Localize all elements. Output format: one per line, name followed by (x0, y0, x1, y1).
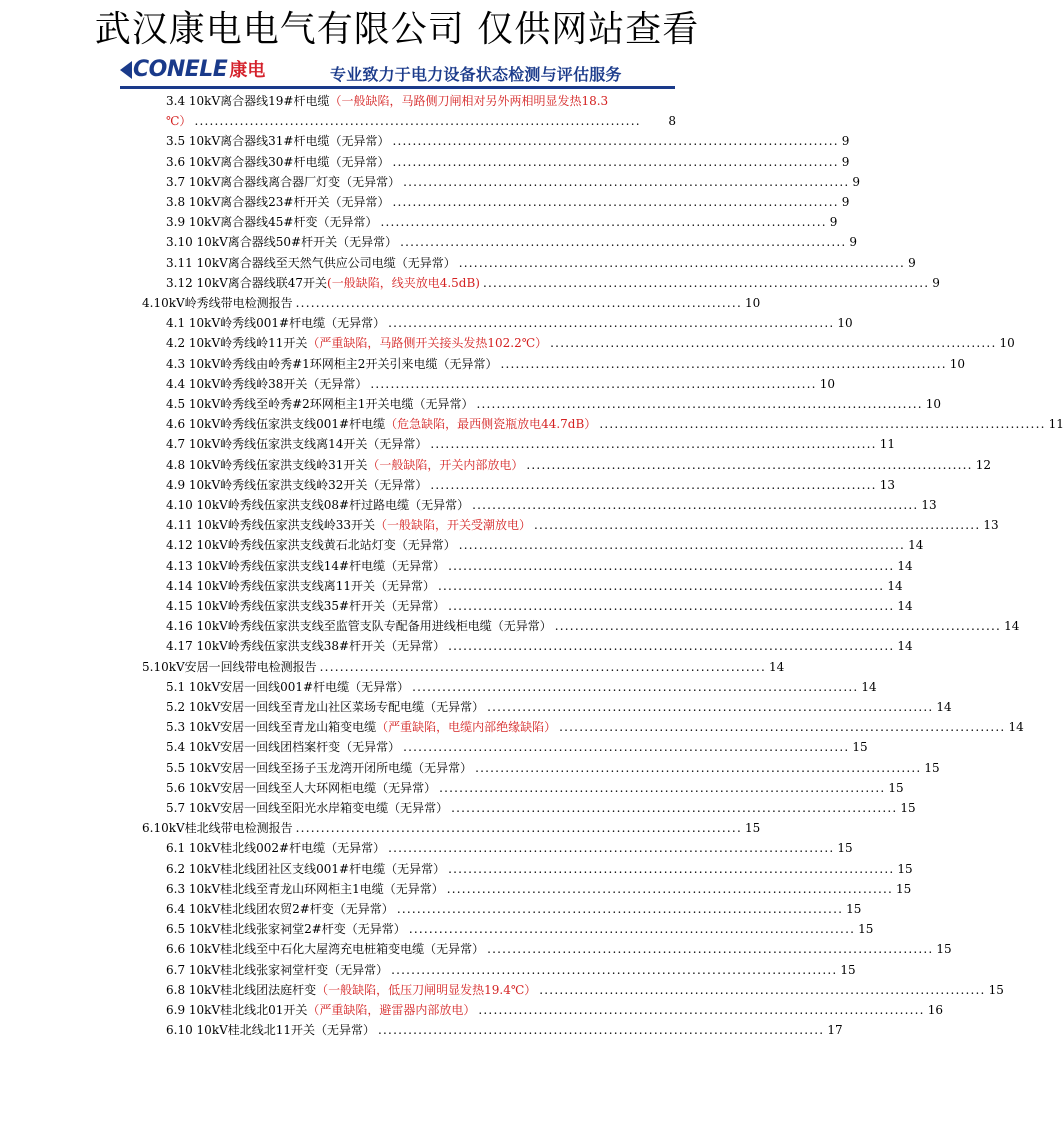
toc-entry[interactable] (166, 737, 868, 757)
toc-leader-dots: ......................................................................................... (430, 477, 877, 492)
toc-leader-dots: ......................................................................................... (476, 397, 923, 411)
toc-entry-page: 11 (1048, 417, 1064, 432)
toc-entry-number: 5. (142, 659, 154, 674)
toc-entry-page: 12 (975, 457, 991, 472)
toc-entry[interactable] (166, 576, 903, 596)
toc-entry-title: 10kV岭秀线岭11开关 (188, 336, 308, 351)
toc-entry[interactable] (166, 354, 966, 374)
toc-leader-dots: ......................................................................................... (388, 841, 835, 856)
toc-entry-defect-note: （一般缺陷，马路侧刀闸相对另外两相明显发热18.3 (329, 94, 609, 108)
toc-entry-title: 10kV离合器线50#杆开关（无异常） (196, 235, 398, 250)
toc-entry[interactable] (166, 192, 850, 212)
toc-entry[interactable] (166, 1020, 843, 1040)
toc-entry-title: 10kV岭秀线伍家洪支线岭32开关（无异常） (188, 477, 428, 492)
header-slogan: 专业致力于电力设备状态检测与评估服务 (330, 65, 622, 84)
toc-entry-number: 4.9 (166, 477, 189, 492)
toc-entry-number: 6.5 (166, 922, 189, 937)
toc-entry-number: 3.9 (166, 215, 189, 230)
toc-leader-dots: ......................................................................................... (451, 801, 898, 815)
toc-entry-title: 10kV离合器线31#杆电缆（无异常） (188, 134, 390, 149)
toc-entry-title: 10kV离合器线19#杆电缆 (188, 94, 330, 108)
toc-entry-page: 15 (988, 982, 1004, 997)
toc-entry[interactable] (166, 899, 862, 919)
toc-entry-number: 4. (142, 296, 154, 310)
toc-leader-dots: ......................................................................................... (478, 1003, 925, 1017)
toc-entry-number: 4.11 (166, 518, 197, 533)
toc-leader-dots: ......................................................................................... (388, 316, 835, 331)
logo-cjk-text: 康电 (229, 60, 266, 81)
toc-entry-defect-note-cont: ℃） (166, 114, 192, 129)
toc-entry-title: 10kV桂北线团社区支线001#杆电缆（无异常） (188, 861, 446, 876)
toc-entry-title: 10kV岭秀线伍家洪支线岭33开关 (196, 518, 376, 533)
toc-entry-page: 14 (1008, 720, 1024, 735)
toc-entry[interactable] (166, 859, 913, 879)
toc-entry-defect-note: （一般缺陷，开关受潮放电） (375, 518, 532, 533)
toc-entry[interactable] (166, 535, 924, 555)
toc-entry-defect-note: （危急缺陷，最西侧瓷瓶放电44.7dB） (385, 417, 597, 432)
toc-entry-title: 10kV桂北线北01开关 (188, 1003, 308, 1017)
toc-entry-defect-note: （严重缺陷，避雷器内部放电） (307, 1003, 476, 1017)
toc-leader-dots: ......................................................................................... (430, 437, 877, 452)
toc-entry-number: 3.5 (166, 134, 189, 149)
toc-leader-dots: ......................................................................................... (458, 538, 906, 553)
toc-entry-page: 13 (879, 477, 895, 492)
toc-entry-title: 10kV岭秀线至岭秀#2环网柜主1开关电缆（无异常） (188, 397, 474, 411)
toc-entry-number: 5.1 (166, 679, 189, 694)
toc-entry-title: 10kV安居一回线带电检测报告 (153, 659, 317, 674)
toc-entry-number: 6.6 (166, 942, 189, 957)
toc-entry[interactable] (166, 91, 676, 111)
toc-entry-number: 3.7 (166, 174, 189, 189)
toc-entry-title: 10kV岭秀线伍家洪支线35#杆开关（无异常） (196, 599, 446, 613)
toc-entry-number: 4.3 (166, 356, 189, 371)
toc-entry-page: 15 (896, 881, 912, 896)
toc-entry-title: 10kV安居一回线至青龙山箱变电缆 (188, 720, 377, 735)
toc-entry-number: 6.1 (166, 841, 189, 856)
toc-entry-page: 13 (983, 518, 999, 533)
toc-entry-number: 4.6 (166, 417, 189, 432)
toc-entry[interactable] (166, 778, 904, 798)
toc-entry-number: 5.3 (166, 720, 189, 735)
toc-entry-number: 4.4 (166, 376, 189, 391)
toc-entry[interactable] (166, 253, 916, 273)
toc-leader-dots: ......................................................................................... (392, 134, 839, 149)
toc-leader-dots: ......................................................................................... (446, 881, 894, 896)
toc-entry-title: 10kV岭秀线伍家洪支线至监管支队专配备用进线柜电缆（无异常） (196, 619, 552, 634)
toc-entry-number: 3.10 (166, 235, 197, 250)
toc-leader-dots: ......................................................................................... (448, 639, 895, 654)
toc-leader-dots: ......................................................................................... (448, 861, 895, 876)
toc-entry-number: 4.13 (166, 558, 197, 573)
toc-entry-number: 3.12 (166, 275, 197, 290)
toc-entry-number: 4.2 (166, 336, 189, 351)
toc-entry-title: 10kV桂北线北11开关（无异常） (196, 1023, 376, 1038)
toc-entry[interactable] (166, 313, 853, 333)
toc-entry-title: 10kV桂北线团法庭杆变 (188, 982, 317, 997)
toc-entry[interactable] (166, 131, 850, 151)
toc-entry-number: 5.2 (166, 700, 189, 714)
toc-entry-title: 10kV桂北线至青龙山环网柜主1电缆（无异常） (188, 881, 444, 896)
toc-leader-dots: ......................................................................................... (438, 578, 885, 593)
toc-entry[interactable] (166, 879, 912, 899)
toc-entry-page: 15 (924, 760, 940, 775)
toc-entry-title: 10kV桂北线002#杆电缆（无异常） (188, 841, 386, 856)
toc-entry[interactable] (166, 596, 913, 616)
toc-entry-page: 15 (840, 962, 856, 977)
toc-entry-page: 10 (949, 356, 966, 371)
toc-entry-number: 4.1 (166, 316, 189, 331)
toc-entry-page: 14 (768, 659, 785, 674)
toc-leader-dots: ......................................................................................... (475, 760, 922, 775)
toc-entry-number: 4.17 (166, 639, 197, 654)
toc-entry-page: 10 (837, 316, 853, 331)
toc-entry-number: 6.9 (166, 1003, 189, 1017)
toc-entry-title: 10kV桂北线带电检测报告 (153, 821, 293, 836)
toc-entry[interactable] (166, 475, 895, 495)
toc-entry-number: 5.7 (166, 801, 189, 815)
toc-leader-dots: ......................................................................................... (448, 558, 895, 573)
toc-entry-page: 10 (999, 336, 1015, 351)
toc-leader-dots: ......................................................................................... (403, 740, 850, 755)
toc-leader-dots: ......................................................................................... (458, 255, 906, 270)
toc-entry-number: 5.5 (166, 760, 189, 775)
toc-section[interactable] (142, 818, 761, 838)
toc-entry[interactable] (166, 758, 940, 778)
toc-entry[interactable] (166, 495, 937, 515)
toc-entry[interactable] (166, 515, 999, 535)
toc-leader-dots: ......................................................................................... (391, 962, 838, 977)
toc-entry-page: 15 (837, 841, 853, 856)
toc-leader-dots: ......................................................................................... (439, 780, 886, 795)
toc-entry[interactable] (166, 677, 877, 697)
toc-entry-page: 16 (927, 1003, 943, 1017)
toc-entry-title: 10kV离合器线30#杆电缆（无异常） (188, 154, 390, 169)
toc-entry-number: 4.15 (166, 599, 197, 613)
toc-entry[interactable] (166, 939, 952, 959)
toc-entry[interactable] (166, 616, 1020, 636)
toc-entry-number: 4.5 (166, 397, 189, 411)
toc-entry-title: 10kV桂北线至中石化大屋湾充电桩箱变电缆（无异常） (188, 942, 485, 957)
toc-entry-defect-note: （一般缺陷，低压刀闸明显发热19.4℃） (316, 982, 537, 997)
toc-leader-dots: ......................................................................................... (487, 700, 934, 714)
toc-entry-title: 10kV桂北线团农贸2#杆变（无异常） (188, 902, 394, 916)
toc-entry-title: 10kV安居一回线至扬子玉龙湾开闭所电缆（无异常） (188, 760, 473, 775)
toc-entry-number: 3.8 (166, 195, 189, 209)
toc-entry-number: 4.12 (166, 538, 197, 553)
toc-entry-defect-note: (一般缺陷，线夹放电4.5dB) (327, 275, 480, 290)
toc-entry-title: 10kV安居一回线至青龙山社区菜场专配电缆（无异常） (188, 700, 485, 714)
toc-entry[interactable] (166, 333, 1015, 353)
toc-entry-title: 10kV岭秀线带电检测报告 (153, 296, 293, 310)
toc-leader-dots: ......................................................................................... (380, 215, 827, 230)
toc-entry-page: 15 (936, 942, 952, 957)
toc-entry-page: 11 (879, 437, 895, 452)
toc-entry-page: 14 (897, 639, 913, 654)
toc-entry-title: 10kV岭秀线001#杆电缆（无异常） (188, 316, 386, 331)
toc-entry[interactable] (166, 394, 942, 414)
toc-entry-number: 6.7 (166, 962, 189, 977)
toc-entry-page: 14 (1004, 619, 1020, 634)
toc-entry-page: 14 (897, 599, 913, 613)
toc-entry-page: 9 (829, 215, 838, 230)
toc-entry-title: 10kV离合器线离合器厂灯变（无异常） (188, 174, 401, 189)
toc-leader-dots: ......................................................................................... (194, 114, 641, 129)
toc-entry[interactable] (166, 273, 940, 293)
toc-leader-dots: ......................................................................................... (378, 1023, 825, 1038)
toc-entry[interactable] (166, 798, 916, 818)
toc-entry[interactable] (166, 152, 850, 172)
toc-entry-number: 4.14 (166, 578, 197, 593)
toc-entry-page: 17 (827, 1023, 843, 1038)
toc-entry-title: 10kV岭秀线伍家洪支线38#杆开关（无异常） (196, 639, 446, 654)
toc-entry-page: 14 (936, 700, 952, 714)
toc-entry-title: 10kV离合器线23#杆开关（无异常） (188, 195, 390, 209)
toc-entry-title: 10kV安居一回线团档案杆变（无异常） (188, 740, 401, 755)
toc-entry-title: 10kV岭秀线伍家洪支线黄石北站灯变（无异常） (196, 538, 456, 553)
toc-entry[interactable] (166, 414, 1064, 434)
toc-entry-page: 15 (744, 821, 761, 836)
toc-leader-dots: ......................................................................................... (448, 599, 895, 613)
toc-entry[interactable] (166, 172, 861, 192)
toc-entry-page: 14 (861, 679, 877, 694)
toc-entry-number: 6.2 (166, 861, 189, 876)
toc-leader-dots: ......................................................................................... (482, 275, 930, 290)
toc-section[interactable] (142, 657, 785, 677)
toc-leader-dots: ......................................................................................... (559, 720, 1006, 735)
toc-entry-number: 3.11 (166, 255, 197, 270)
toc-entry-page: 10 (925, 397, 942, 411)
toc-entry-number: 6.3 (166, 881, 189, 896)
toc-entry-title: 10kV安居一回线至阳光水岸箱变电缆（无异常） (188, 801, 449, 815)
toc-entry-number: 5.4 (166, 740, 189, 755)
toc-entry-page: 9 (908, 255, 916, 270)
toc-entry-number: 4.10 (166, 498, 197, 512)
toc-leader-dots: ......................................................................................... (392, 154, 839, 169)
toc-entry-page: 10 (819, 376, 835, 391)
toc-leader-dots: ......................................................................................... (295, 296, 742, 310)
toc-entry-title: 10kV离合器线至天然气供应公司电缆（无异常） (196, 255, 456, 270)
toc-entry-page: 9 (841, 154, 850, 169)
toc-entry-title: 10kV桂北线张家祠堂2#杆变（无异常） (188, 922, 406, 937)
toc-entry-defect-note: （严重缺陷，电缆内部绝缘缺陷） (376, 720, 557, 735)
toc-leader-dots: ......................................................................................... (539, 982, 986, 997)
toc-entry-page: 9 (849, 235, 858, 250)
toc-leader-dots: ......................................................................................... (295, 821, 742, 836)
toc-leader-dots: ......................................................................................... (400, 235, 847, 250)
toc-entry-page: 9 (852, 174, 861, 189)
toc-leader-dots: ......................................................................................... (392, 195, 839, 209)
toc-entry[interactable] (166, 960, 856, 980)
toc-entry-title: 10kV岭秀线伍家洪支线离14开关（无异常） (188, 437, 428, 452)
toc-entry-title: 10kV离合器线联47开关 (196, 275, 328, 290)
page-header (0, 54, 794, 88)
toc-leader-dots: ......................................................................................... (319, 659, 766, 674)
toc-entry-title: 10kV岭秀线岭38开关（无异常） (188, 376, 368, 391)
toc-leader-dots: ......................................................................................... (554, 619, 1002, 634)
toc-entry[interactable] (166, 980, 1004, 1000)
toc-entry-number: 3.4 (166, 94, 189, 108)
toc-leader-dots: ......................................................................................... (472, 498, 919, 512)
toc-entry-number: 3.6 (166, 154, 189, 169)
toc-leader-dots: ......................................................................................... (500, 356, 947, 371)
toc-entry-page: 13 (921, 498, 937, 512)
toc-entry-number: 6.10 (166, 1023, 197, 1038)
toc-entry-page: 15 (888, 780, 904, 795)
toc-entry[interactable] (166, 455, 991, 475)
toc-entry-number: 6.4 (166, 902, 189, 916)
toc-leader-dots: ......................................................................................... (403, 174, 850, 189)
toc-entry-number: 6. (142, 821, 154, 836)
toc-leader-dots: ......................................................................................... (370, 376, 817, 391)
toc-entry-number: 4.16 (166, 619, 197, 634)
toc-entry[interactable] (166, 636, 913, 656)
toc-entry-page: 14 (887, 578, 903, 593)
watermark-text: 武汉康电电气有限公司 仅供网站查看 (94, 9, 700, 50)
toc-entry-title: 10kV岭秀线由岭秀#1环网柜主2开关引来电缆（无异常） (188, 356, 498, 371)
toc-entry-title: 10kV安居一回线至人大环网柜电缆（无异常） (188, 780, 437, 795)
toc-entry-page: 9 (841, 195, 850, 209)
toc-leader-dots: ......................................................................................... (550, 336, 997, 351)
toc-entry-page: 10 (744, 296, 761, 310)
toc-entry-page: 9 (932, 275, 940, 290)
toc-entry-page: 15 (852, 740, 868, 755)
toc-leader-dots: ......................................................................................... (487, 942, 934, 957)
toc-entry[interactable] (166, 212, 838, 232)
toc-entry[interactable] (166, 1000, 943, 1020)
toc-entry-page: 15 (900, 801, 916, 815)
toc-entry-title: 10kV安居一回线001#杆电缆（无异常） (188, 679, 410, 694)
toc-entry-page: 14 (908, 538, 924, 553)
toc-entry[interactable] (166, 556, 913, 576)
toc-entry-defect-note: （严重缺陷，马路侧开关接头发热102.2℃） (307, 336, 548, 351)
toc-entry[interactable] (166, 838, 853, 858)
toc-entry-title: 10kV岭秀线伍家洪支线离11开关（无异常） (196, 578, 436, 593)
toc-entry[interactable] (166, 697, 952, 717)
toc-leader-dots: ......................................................................................... (599, 417, 1046, 432)
toc-entry-title: 10kV岭秀线伍家洪支线08#杆过路电缆（无异常） (196, 498, 470, 512)
toc-entry-title: 10kV桂北线张家祠堂杆变（无异常） (188, 962, 389, 977)
toc-entry-page: 15 (858, 922, 874, 937)
toc-entry-title: 10kV岭秀线伍家洪支线001#杆电缆 (188, 417, 386, 432)
toc-entry[interactable] (166, 434, 895, 454)
toc-entry-continuation[interactable] (166, 111, 676, 131)
toc-entry[interactable] (166, 717, 1024, 737)
toc-entry[interactable] (166, 232, 858, 252)
toc-entry-number: 4.8 (166, 457, 189, 472)
toc-entry-number: 6.8 (166, 982, 189, 997)
toc-entry-title: 10kV离合器线45#杆变（无异常） (188, 215, 378, 230)
header-divider (120, 86, 675, 89)
toc-entry-number: 4.7 (166, 437, 189, 452)
logo-latin-text: CONELE (133, 57, 228, 82)
toc-entry[interactable] (166, 919, 874, 939)
toc-entry-page: 8 (668, 114, 676, 129)
toc-leader-dots: ......................................................................................... (396, 902, 844, 916)
toc-entry-page: 9 (841, 134, 850, 149)
toc-entry-title: 10kV岭秀线伍家洪支线岭31开关 (188, 457, 368, 472)
toc-leader-dots: ......................................................................................... (526, 457, 973, 472)
toc-leader-dots: ......................................................................................... (412, 679, 859, 694)
toc-leader-dots: ......................................................................................... (534, 518, 981, 533)
toc-entry-number: 5.6 (166, 780, 189, 795)
toc-entry-title: 10kV岭秀线伍家洪支线14#杆电缆（无异常） (196, 558, 446, 573)
toc-entry-page: 15 (897, 861, 913, 876)
toc-entry-page: 14 (897, 558, 913, 573)
toc-entry[interactable] (166, 374, 835, 394)
toc-entry-page: 15 (846, 902, 862, 916)
toc-entry-defect-note: （一般缺陷，开关内部放电） (367, 457, 524, 472)
logo-arrow-icon (120, 61, 132, 79)
toc-leader-dots: ......................................................................................... (408, 922, 856, 937)
company-logo (120, 56, 265, 82)
toc-section[interactable] (142, 293, 761, 313)
